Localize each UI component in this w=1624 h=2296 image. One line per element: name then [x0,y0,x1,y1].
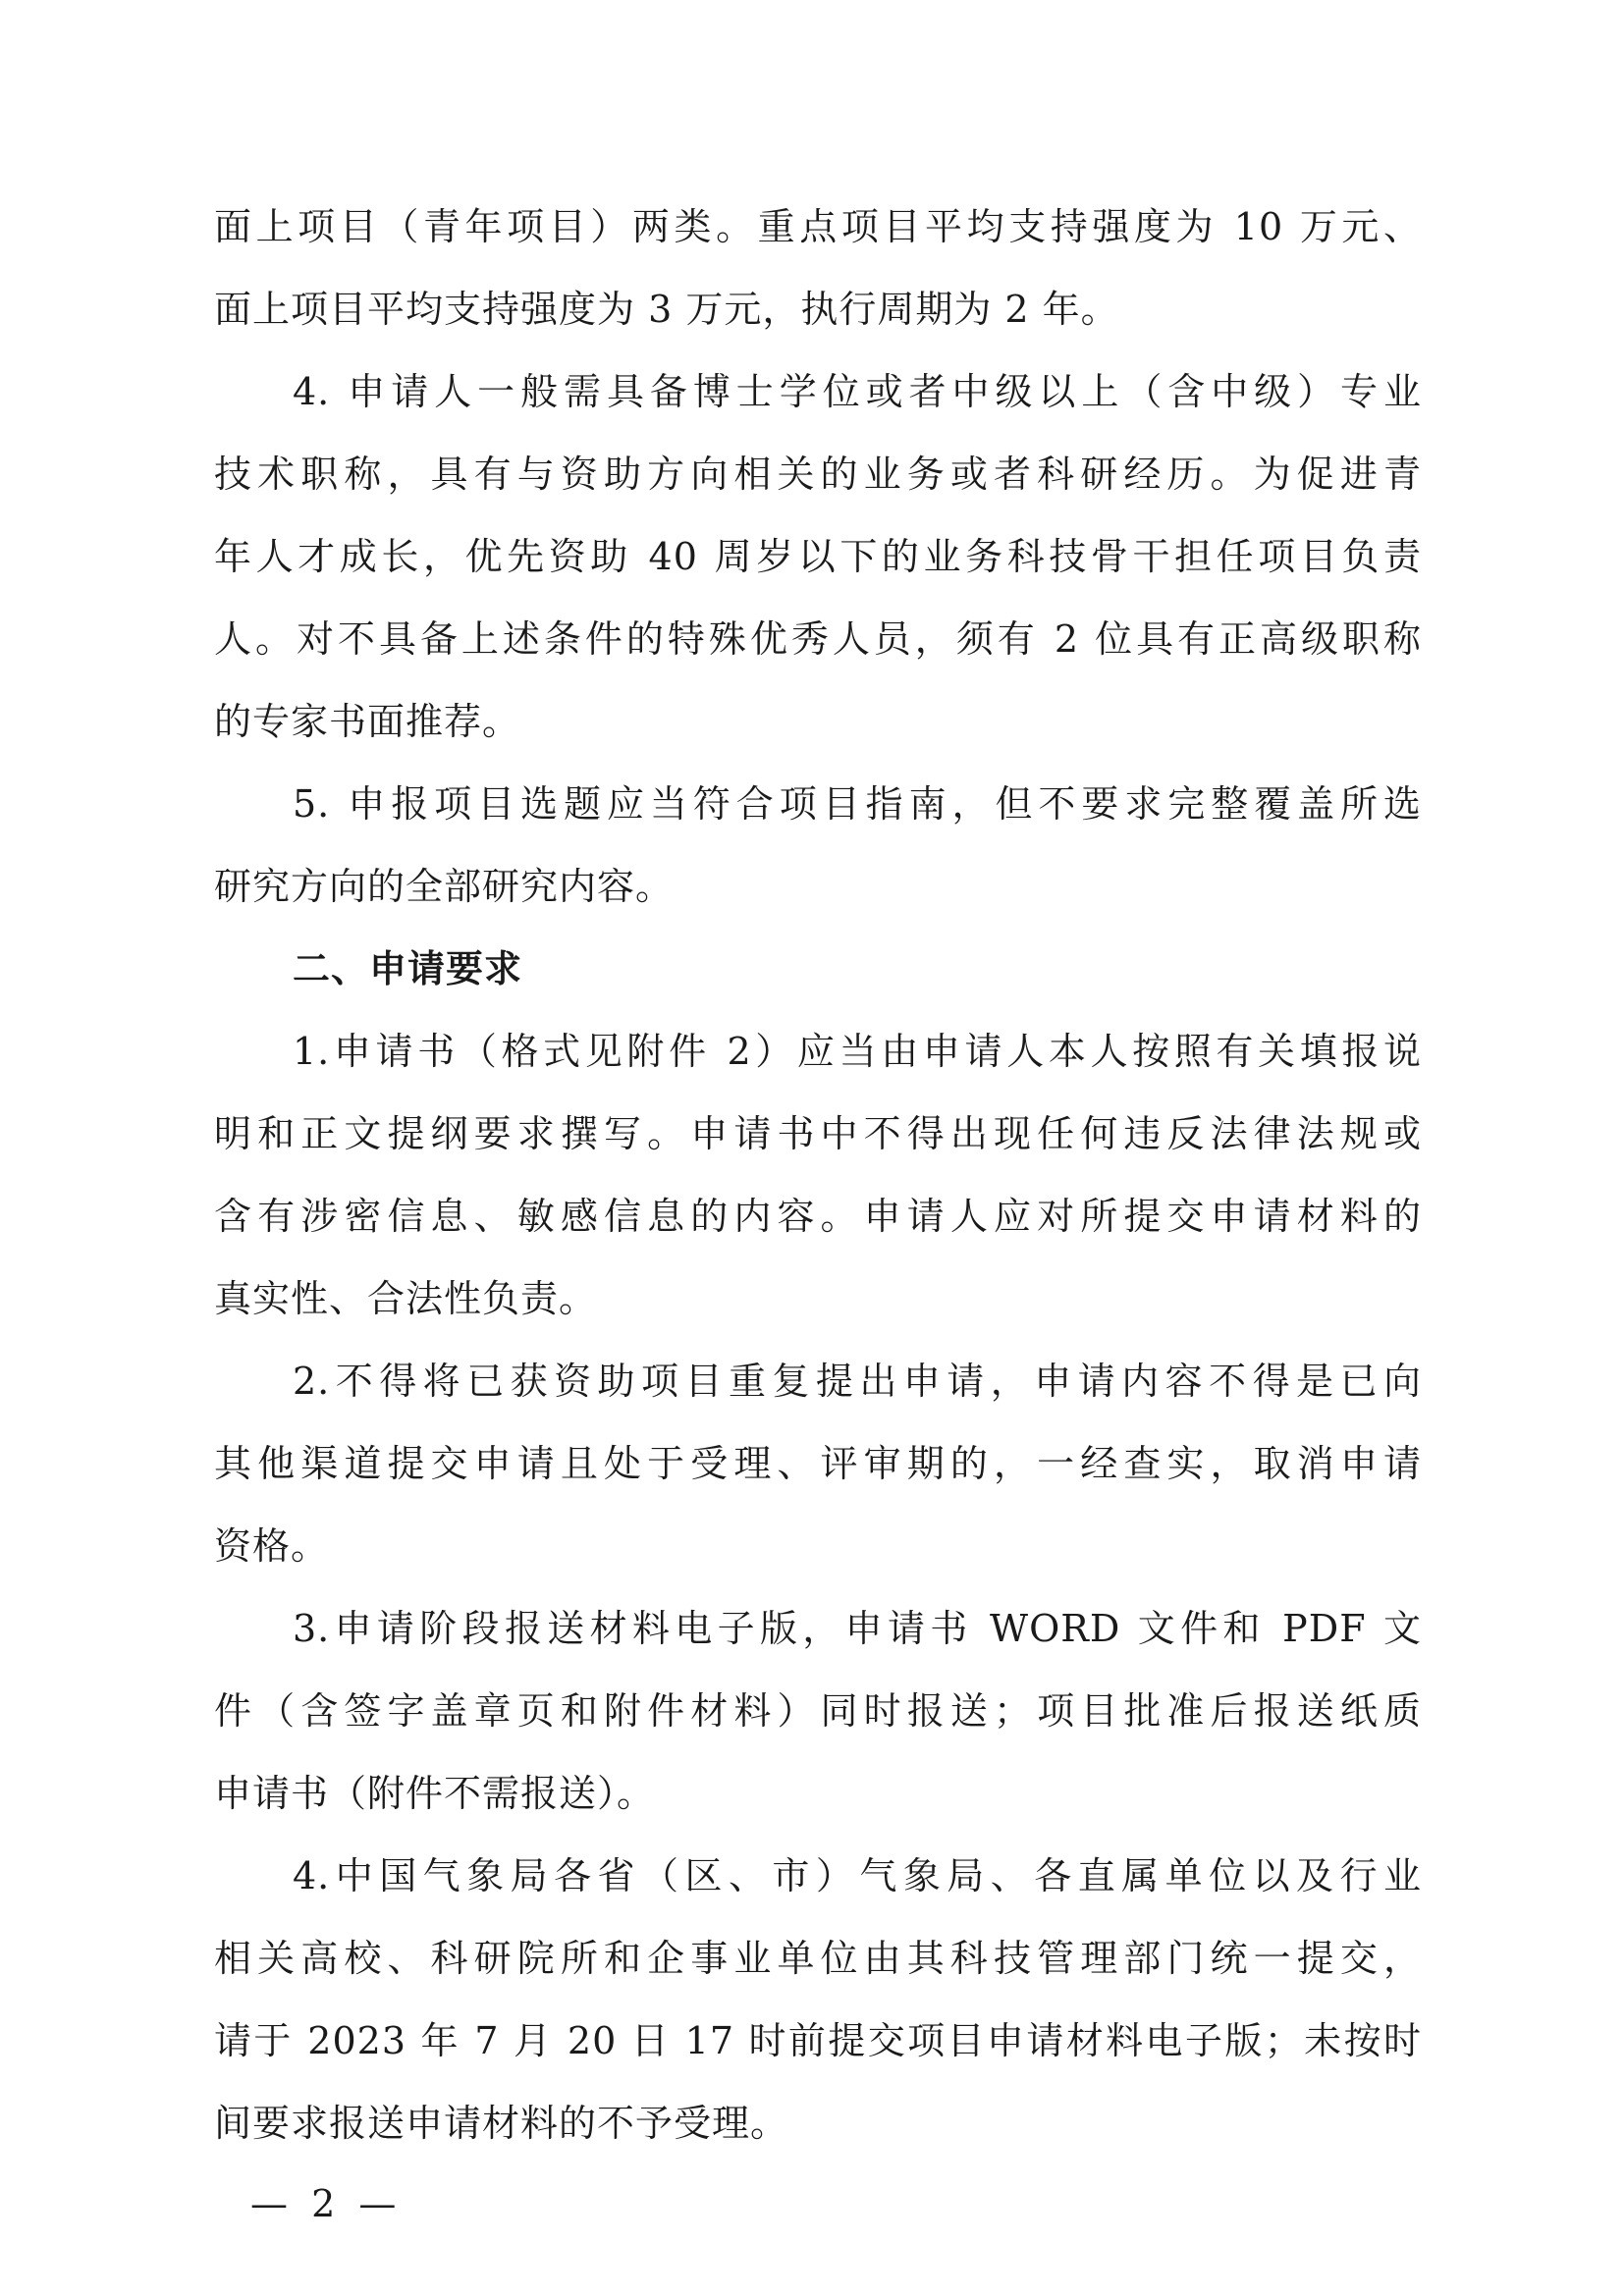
paragraph-line: 真实性、合法性负责。 [214,1277,598,1320]
paragraph-line: 4. 申请人一般需具备博士学位或者中级以上（含中级）专业 [293,370,1422,413]
paragraph-line: 相关高校、科研院所和企事业单位由其科技管理部门统一提交， [214,1937,1422,1980]
paragraph-line: 申请书（附件不需报送）。 [214,1772,656,1815]
paragraph-line: 5. 申报项目选题应当符合项目指南，但不要求完整覆盖所选 [293,782,1422,826]
paragraph-line: 间要求报送申请材料的不予受理。 [214,2102,789,2145]
section-heading: 二、申请要求 [293,947,523,990]
paragraph-line: 明和正文提纲要求撰写。申请书中不得出现任何违反法律法规或 [214,1112,1422,1155]
paragraph-line: 面上项目平均支持强度为 3 万元，执行周期为 2 年。 [214,288,1119,331]
paragraph-line: 人。对不具备上述条件的特殊优秀人员，须有 2 位具有正高级职称 [214,617,1422,661]
paragraph-line: 2.不得将已获资助项目重复提出申请，申请内容不得是已向 [293,1360,1422,1403]
paragraph-line: 资格。 [214,1524,330,1568]
paragraph-line: 面上项目（青年项目）两类。重点项目平均支持强度为 10 万元、 [214,205,1422,248]
paragraph-line: 年人才成长，优先资助 40 周岁以下的业务科技骨干担任项目负责 [214,535,1422,578]
paragraph-line: 件（含签字盖章页和附件材料）同时报送；项目批准后报送纸质 [214,1689,1422,1733]
paragraph-line: 技术职称，具有与资助方向相关的业务或者科研经历。为促进青 [214,453,1422,496]
paragraph-line: 1.申请书（格式见附件 2）应当由申请人本人按照有关填报说 [293,1030,1422,1073]
paragraph-line: 请于 2023 年 7 月 20 日 17 时前提交项目申请材料电子版；未按时 [214,2019,1422,2062]
paragraph-line: 4.中国气象局各省（区、市）气象局、各直属单位以及行业 [293,1854,1422,1897]
paragraph-line: 的专家书面推荐。 [214,700,521,743]
paragraph-line: 其他渠道提交申请且处于受理、评审期的，一经查实，取消申请 [214,1442,1422,1485]
paragraph-line: 含有涉密信息、敏感信息的内容。申请人应对所提交申请材料的 [214,1195,1422,1238]
paragraph-line: 3.申请阶段报送材料电子版，申请书 WORD 文件和 PDF 文 [293,1607,1422,1650]
page-number: — 2 — [250,2182,403,2225]
paragraph-line: 研究方向的全部研究内容。 [214,865,675,908]
